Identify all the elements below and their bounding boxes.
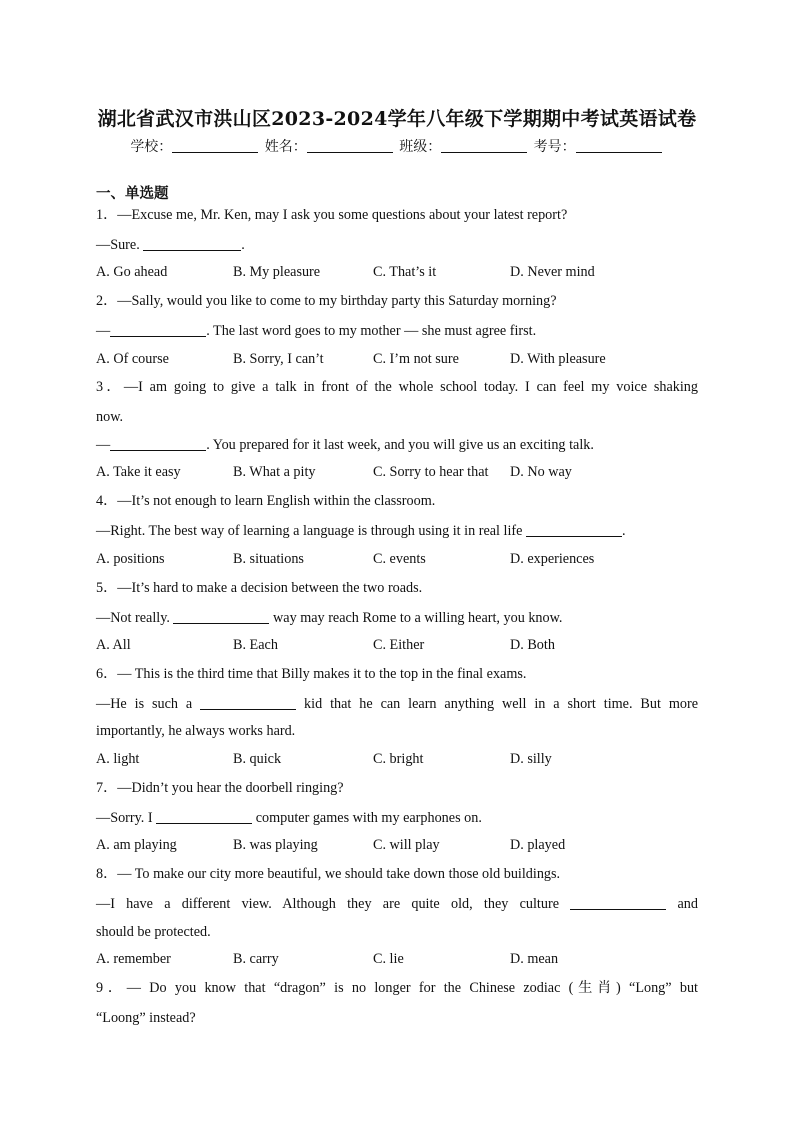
option-d[interactable]: D. played <box>510 837 566 853</box>
question-5-reply <box>96 609 698 627</box>
option-a[interactable]: A. am playing <box>96 837 177 853</box>
question-1-prompt: 1．—Excuse me, Mr. Ken, may I ask you some questions about your latest report? <box>96 207 568 223</box>
option-b[interactable]: B. Sorry, I can’t <box>233 351 324 367</box>
question-8-reply <box>96 895 698 913</box>
answer-blank[interactable] <box>200 696 296 710</box>
question-3-prompt-cont: now. <box>96 409 124 425</box>
reply-text: —I have a different view. Although they are quite old, they culture <box>96 896 571 912</box>
school-label: 学校： <box>130 139 173 155</box>
reply-text: and <box>666 896 698 912</box>
number-label: 考号： <box>533 139 576 155</box>
option-c[interactable]: C. Sorry to hear that <box>373 464 489 480</box>
reply-text: . <box>241 237 245 253</box>
option-c[interactable]: C. will play <box>373 837 440 853</box>
option-b[interactable]: B. carry <box>233 951 279 967</box>
question-6-reply <box>96 695 698 713</box>
option-d[interactable]: D. experiences <box>510 551 595 567</box>
answer-blank[interactable] <box>143 237 241 251</box>
reply-text: — <box>96 323 111 339</box>
question-6-reply-cont: importantly, he always works hard. <box>96 723 296 739</box>
reply-text: —Right. The best way of learning a language is through using it in real life <box>96 523 526 539</box>
question-5-prompt: 5．—It’s hard to make a decision between the two roads. <box>96 580 423 596</box>
question-2-prompt: 2．—Sally, would you like to come to my birthday party this Saturday morning? <box>96 293 557 309</box>
option-a[interactable]: A. light <box>96 751 140 767</box>
question-7-prompt: 7．—Didn’t you hear the doorbell ringing? <box>96 780 344 796</box>
option-d[interactable]: D. Both <box>510 637 555 653</box>
option-d[interactable]: D. silly <box>510 751 552 767</box>
answer-blank[interactable] <box>110 323 206 337</box>
question-8-reply-cont: should be protected. <box>96 924 211 940</box>
option-d[interactable]: D. Never mind <box>510 264 595 280</box>
option-d[interactable]: D. No way <box>510 464 572 480</box>
question-4-prompt: 4．—It’s not enough to learn English within the classroom. <box>96 493 436 509</box>
option-c[interactable]: C. I’m not sure <box>373 351 459 367</box>
reply-text: . <box>622 523 626 539</box>
page-title: 湖北省武汉市洪山区2023-2024学年八年级下学期期中考试英语试卷 <box>97 108 697 130</box>
reply-text: — <box>96 437 111 453</box>
option-b[interactable]: B. Each <box>233 637 278 653</box>
answer-blank[interactable] <box>526 523 622 537</box>
class-label: 班级： <box>399 139 442 155</box>
option-a[interactable]: A. All <box>96 637 131 653</box>
reply-text: . You prepared for it last week, and you will give us an exciting talk. <box>206 437 594 453</box>
option-c[interactable]: C. bright <box>373 751 424 767</box>
question-2-reply <box>96 322 698 340</box>
section-title: 一、单选题 <box>96 186 169 202</box>
name-label: 姓名： <box>264 139 307 155</box>
question-8-prompt: 8．— To make our city more beautiful, we should take down those old buildings. <box>96 866 561 882</box>
option-a[interactable]: A. remember <box>96 951 171 967</box>
question-3-reply <box>96 436 698 454</box>
option-a[interactable]: A. positions <box>96 551 165 567</box>
reply-text: kid that he can learn anything well in a short time. But more <box>296 696 698 712</box>
option-b[interactable]: B. quick <box>233 751 282 767</box>
question-9-prompt: 9．— Do you know that “dragon” is no longer for the Chinese zodiac (生肖) “Long” but <box>96 980 698 996</box>
option-b[interactable]: B. What a pity <box>233 464 316 480</box>
question-1-reply <box>96 236 698 254</box>
option-d[interactable]: D. mean <box>510 951 559 967</box>
answer-blank[interactable] <box>570 896 666 910</box>
name-blank[interactable] <box>307 138 393 153</box>
reply-text: way may reach Rome to a willing heart, you know. <box>269 610 563 626</box>
reply-text: —Sorry. I <box>96 810 157 826</box>
question-3-prompt: 3．—I am going to give a talk in front of the whole school today. I can feel my voice shaking <box>96 379 698 395</box>
reply-text: —Not really. <box>96 610 174 626</box>
reply-text: . The last word goes to my mother — she must agree first. <box>206 323 537 339</box>
option-b[interactable]: B. situations <box>233 551 304 567</box>
option-d[interactable]: D. With pleasure <box>510 351 606 367</box>
student-info-line <box>0 136 794 156</box>
reply-text: —Sure. <box>96 237 144 253</box>
option-c[interactable]: C. lie <box>373 951 404 967</box>
number-blank[interactable] <box>576 138 662 153</box>
answer-blank[interactable] <box>173 610 269 624</box>
question-7-reply <box>96 809 698 827</box>
option-b[interactable]: B. My pleasure <box>233 264 321 280</box>
question-9-prompt-cont: “Loong” instead? <box>96 1010 196 1026</box>
option-c[interactable]: C. That’s it <box>373 264 437 280</box>
reply-text: computer games with my earphones on. <box>252 810 482 826</box>
option-c[interactable]: C. Either <box>373 637 425 653</box>
question-4-reply <box>96 522 698 540</box>
reply-text: —He is such a <box>96 696 201 712</box>
option-a[interactable]: A. Take it easy <box>96 464 181 480</box>
option-a[interactable]: A. Of course <box>96 351 169 367</box>
class-blank[interactable] <box>441 138 527 153</box>
option-b[interactable]: B. was playing <box>233 837 318 853</box>
answer-blank[interactable] <box>110 437 206 451</box>
option-c[interactable]: C. events <box>373 551 426 567</box>
school-blank[interactable] <box>172 138 258 153</box>
question-6-prompt: 6．— This is the third time that Billy makes it to the top in the final exams. <box>96 666 527 682</box>
answer-blank[interactable] <box>156 810 252 824</box>
option-a[interactable]: A. Go ahead <box>96 264 168 280</box>
